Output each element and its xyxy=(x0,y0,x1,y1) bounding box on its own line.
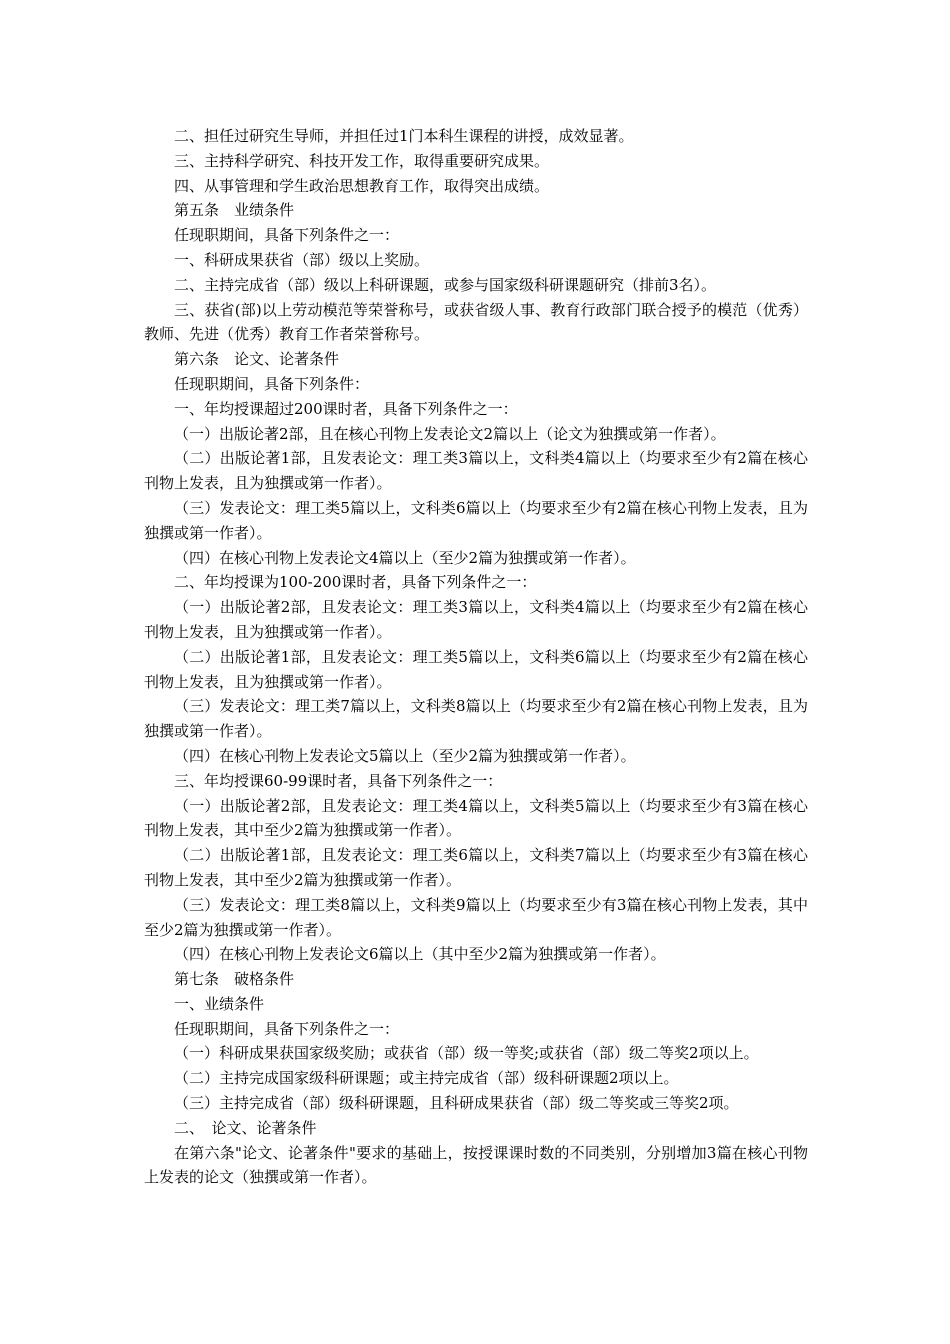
section-heading: 第六条 论文、论著条件 xyxy=(174,350,340,369)
paragraph: （二）出版论著1部，且发表论文：理工类3篇以上，文科类4篇以上（均要求至少有2篇在核心刊物上发表，且为独撰或第一作者）。 xyxy=(144,449,808,493)
paragraph: （一）出版论著2部，且发表论文：理工类4篇以上，文科类5篇以上（均要求至少有3篇在核心刊物上发表，其中至少2篇为独撰或第一作者）。 xyxy=(144,796,808,840)
section-heading: 第五条 业绩条件 xyxy=(174,201,295,220)
paragraph: （二）主持完成国家级科研课题；或主持完成省（部）级科研课题2项以上。 xyxy=(174,1069,679,1088)
paragraph: 一、年均授课超过200课时者，具备下列条件之一： xyxy=(174,399,518,418)
paragraph: （四）在核心刊物上发表论文4篇以上（至少2篇为独撰或第一作者）。 xyxy=(174,548,636,567)
paragraph: （四）在核心刊物上发表论文5篇以上（至少2篇为独撰或第一作者）。 xyxy=(174,746,636,765)
paragraph: 一、科研成果获省（部）级以上奖励。 xyxy=(174,250,430,269)
paragraph: （三）发表论文：理工类5篇以上，文科类6篇以上（均要求至少有2篇在核心刊物上发表，且为独撰或第一作者）。 xyxy=(144,498,808,542)
paragraph: 三、主持科学研究、科技开发工作，取得重要研究成果。 xyxy=(174,151,550,170)
paragraph: （二）出版论著1部，且发表论文：理工类6篇以上，文科类7篇以上（均要求至少有3篇在核心刊物上发表，其中至少2篇为独撰或第一作者）。 xyxy=(144,846,808,889)
paragraph: 三、年均授课60-99课时者，具备下列条件之一： xyxy=(174,771,503,790)
paragraph: （三）发表论文：理工类8篇以上，文科类9篇以上（均要求至少有3篇在核心刊物上发表，其中至少2篇为独撰或第一作者）。 xyxy=(144,895,808,939)
paragraph: 二、 论文、论著条件 xyxy=(174,1118,317,1137)
paragraph: 二、年均授课为100-200课时者，具备下列条件之一： xyxy=(174,573,537,592)
paragraph: （四）在核心刊物上发表论文6篇以上（其中至少2篇为独撰或第一作者）。 xyxy=(174,945,666,964)
document-body xyxy=(144,124,808,1190)
paragraph: 二、担任过研究生导师，并担任过1门本科生课程的讲授，成效显著。 xyxy=(174,127,634,145)
paragraph: 二、主持完成省（部）级以上科研课题，或参与国家级科研课题研究（排前3名）。 xyxy=(174,275,717,294)
paragraph: （一）出版论著2部，且在核心刊物上发表论文2篇以上（论文为独撰或第一作者）。 xyxy=(174,424,726,443)
paragraph: （一）出版论著2部，且发表论文：理工类3篇以上，文科类4篇以上（均要求至少有2篇在核心刊物上发表，且为独撰或第一作者）。 xyxy=(144,598,808,641)
paragraph: 一、业绩条件 xyxy=(174,994,265,1013)
paragraph: 任现职期间，具备下列条件之一： xyxy=(174,1019,400,1038)
paragraph: （三）主持完成省（部）级科研课题，且科研成果获省（部）级二等奖或三等奖2项。 xyxy=(174,1094,739,1113)
paragraph: 三、获省(部)以上劳动模范等荣誉称号，或获省级人事、教育行政部门联合授予的模范（优秀）教师、先进（优秀）教育工作者荣誉称号。 xyxy=(144,300,808,344)
paragraph: 任现职期间，具备下列条件之一： xyxy=(174,226,400,245)
section-heading: 第七条 破格条件 xyxy=(174,970,295,989)
paragraph: 任现职期间，具备下列条件： xyxy=(174,374,370,393)
paragraph: 在第六条"论文、论著条件"要求的基础上，按授课课时数的不同类别，分别增加3篇在核心刊物上发表的论文（独撰或第一作者）。 xyxy=(144,1143,808,1187)
paragraph: （二）出版论著1部，且发表论文：理工类5篇以上，文科类6篇以上（均要求至少有2篇在核心刊物上发表，且为独撰或第一作者）。 xyxy=(144,647,808,691)
paragraph: 四、从事管理和学生政治思想教育工作，取得突出成绩。 xyxy=(174,176,550,195)
paragraph: （一）科研成果获国家级奖励；或获省（部）级一等奖;或获省（部）级二等奖2项以上。 xyxy=(174,1044,759,1063)
paragraph: （三）发表论文：理工类7篇以上，文科类8篇以上（均要求至少有2篇在核心刊物上发表，且为独撰或第一作者）。 xyxy=(144,697,808,741)
